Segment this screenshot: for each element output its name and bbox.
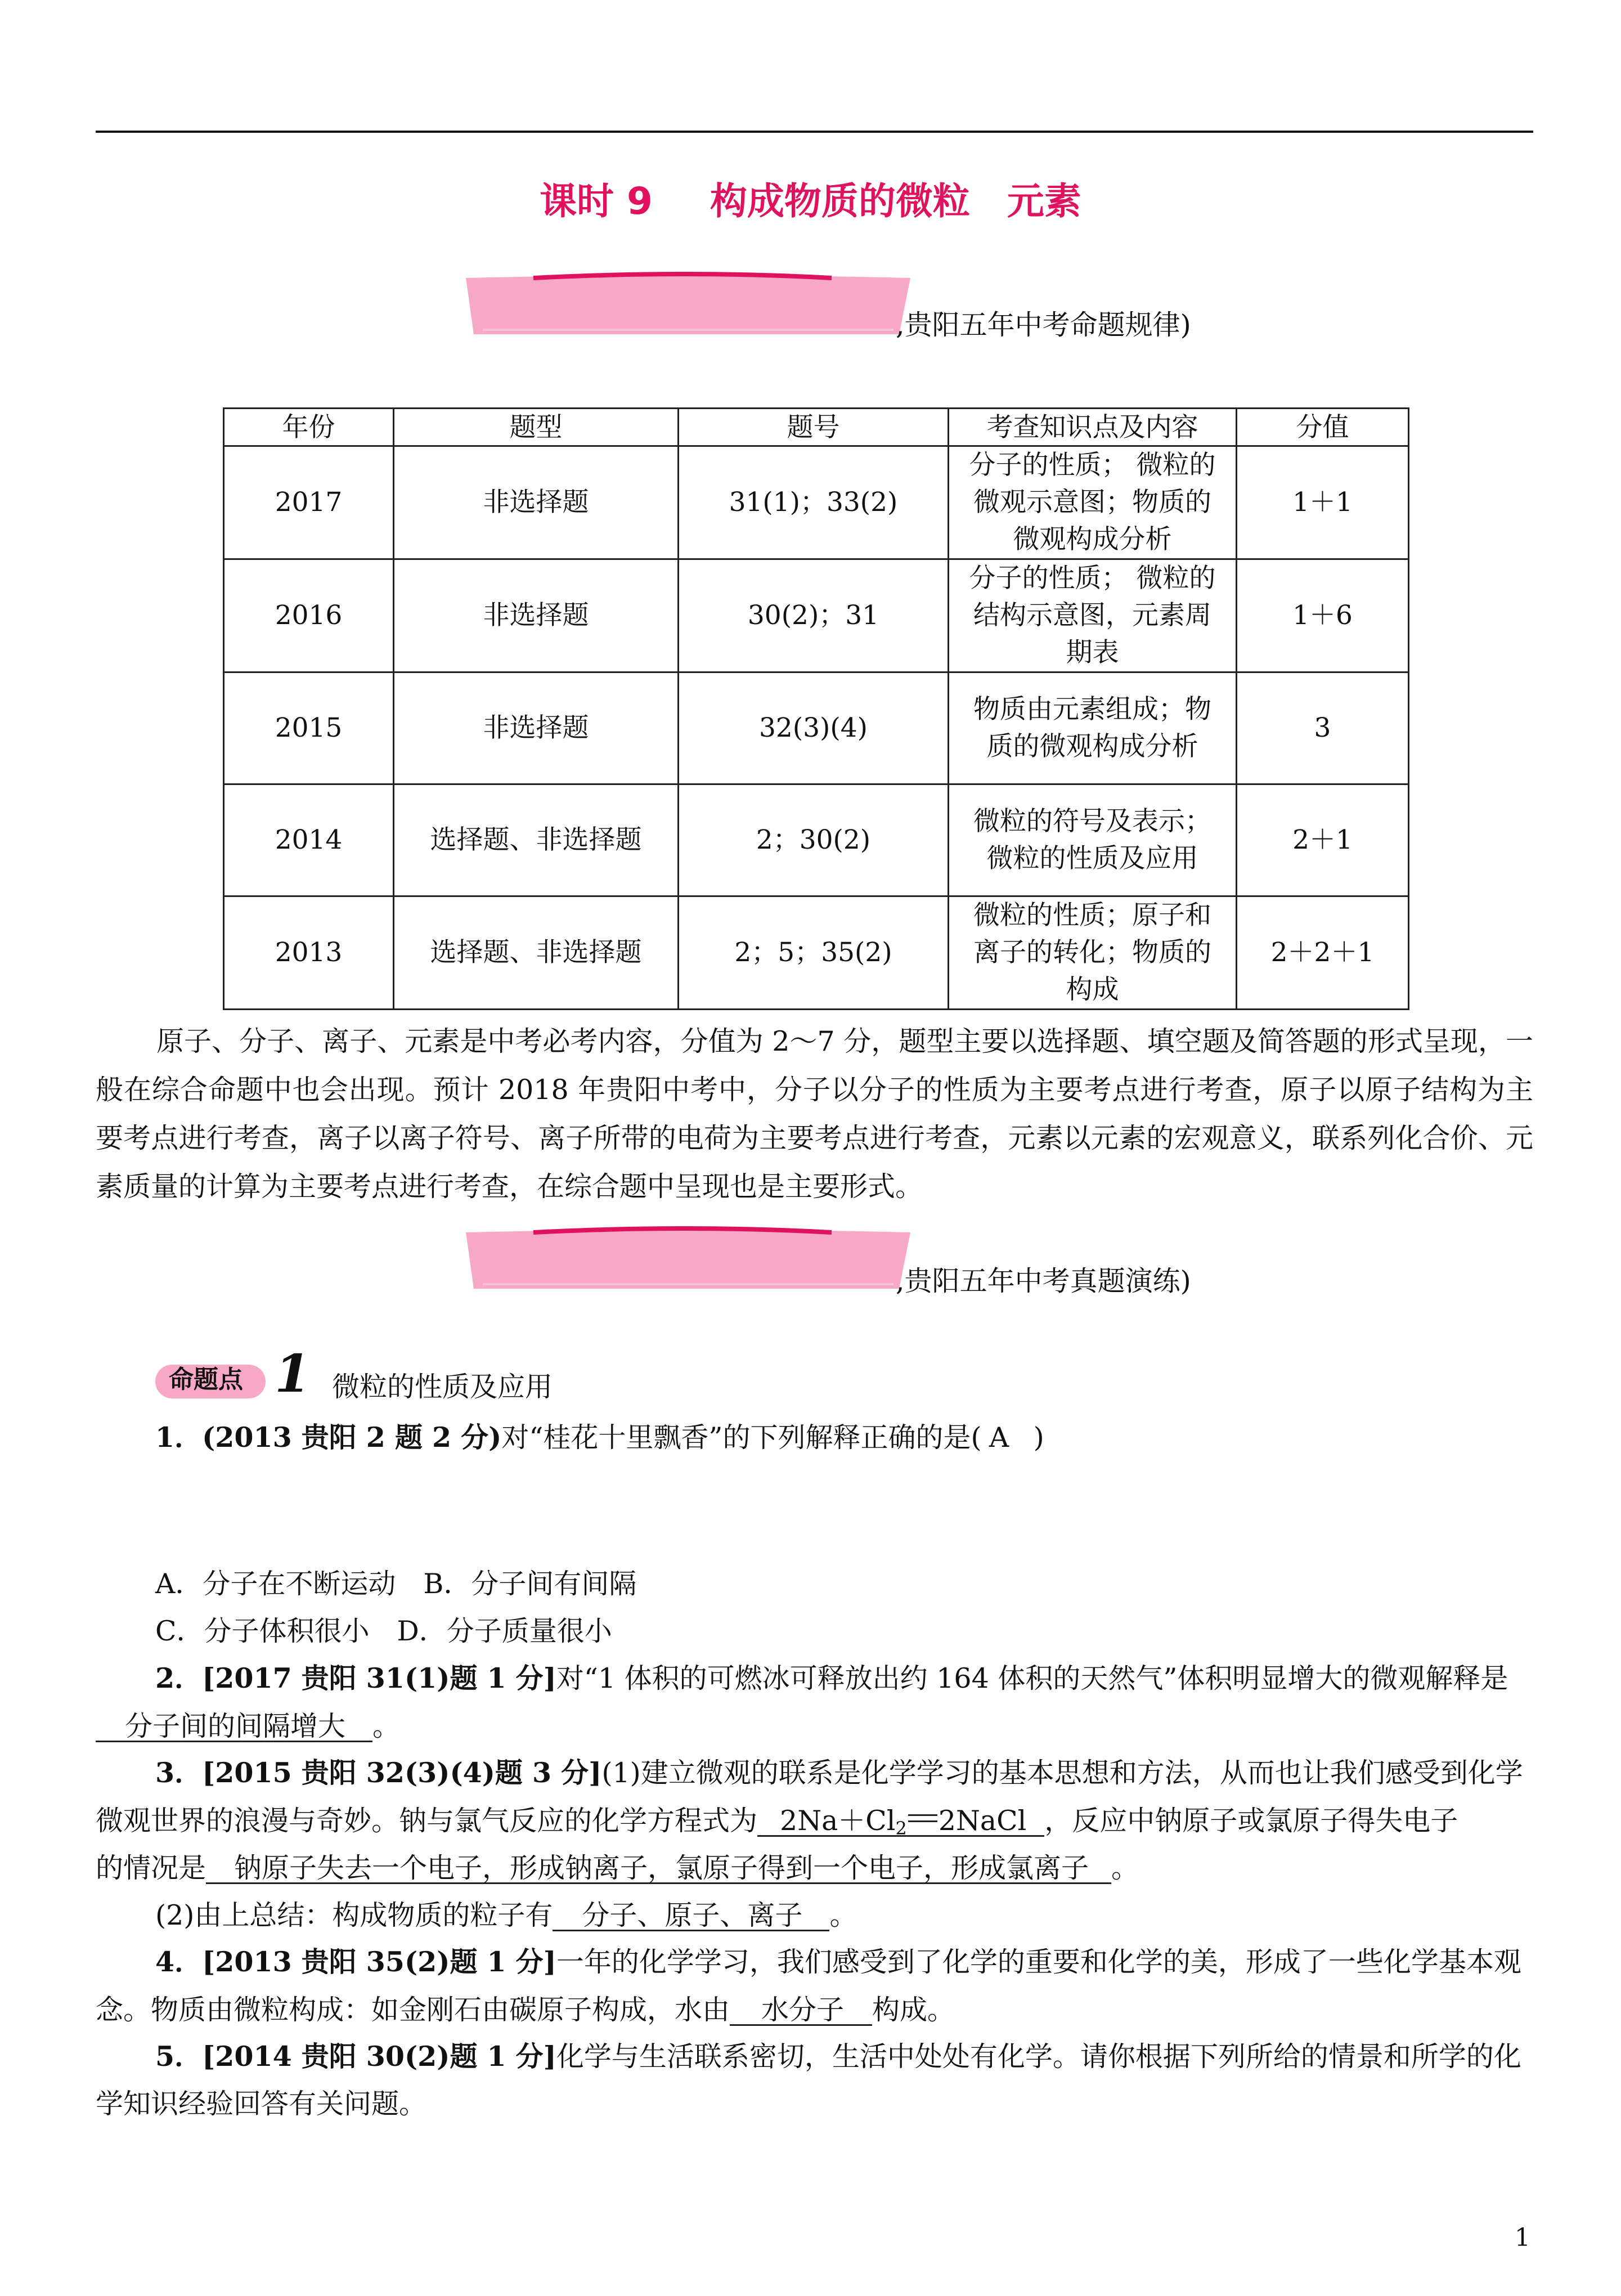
- cell-type: 选择题、非选择题: [394, 784, 679, 896]
- section-badge-label: 命题点: [169, 1365, 243, 1394]
- q3-eq-sub: 2: [895, 1818, 907, 1839]
- q1-close: ): [1033, 1421, 1044, 1454]
- cell-score: 1＋6: [1237, 559, 1409, 672]
- top-rule: [96, 131, 1533, 133]
- q2-source: [2017 贵阳 31(1)题 1 分]: [202, 1662, 556, 1694]
- q1-options-cd: C．分子体积很小 D．分子质量很小: [155, 1615, 612, 1647]
- header-content: 考查知识点及内容: [949, 409, 1237, 446]
- q2-answer: 分子间的间隔增大: [96, 1712, 372, 1742]
- q5-source: [2014 贵阳 30(2)题 1 分]: [202, 2040, 556, 2073]
- table-header-row: [224, 409, 1409, 446]
- q4-prefix: 4．: [155, 1945, 203, 1978]
- cell-year: 2015: [224, 672, 394, 784]
- q3-answer3: 分子、原子、离子: [553, 1901, 829, 1931]
- cell-number: 30(2)；31: [679, 559, 949, 672]
- question-5-stem: [155, 2040, 1521, 2073]
- question-4-stem: [155, 1945, 1521, 1978]
- section-number: 1: [275, 1343, 311, 1404]
- table-row: [224, 896, 1409, 1010]
- lesson-title: 构成物质的微粒 元素: [710, 180, 1081, 223]
- q3-text3: ，反应中钠原子或氯原子得失电子: [1044, 1805, 1458, 1837]
- q3-text4: 的情况是: [96, 1852, 206, 1884]
- q3-text2: 微观世界的浪漫与奇妙。钠与氯气反应的化学方程式为: [96, 1805, 758, 1837]
- cell-type: 选择题、非选择题: [394, 896, 679, 1010]
- exam-pattern-table: [223, 407, 1409, 1010]
- q3-line2: [96, 1806, 1458, 1837]
- q3-answer2: 钠原子失去一个电子，形成钠离子，氯原子得到一个电子，形成氯离子: [206, 1854, 1111, 1884]
- ribbon-label-1: ,贵阳五年中考命题规律): [896, 309, 1191, 341]
- cell-score: 3: [1237, 672, 1409, 784]
- q4-text1: 一年的化学学习，我们感受到了化学的重要和化学的美，形成了一些化学基本观: [556, 1946, 1521, 1978]
- header-type: 题型: [394, 409, 679, 446]
- q4-text3: 构成。: [872, 1994, 955, 2026]
- page-title: [0, 180, 1621, 223]
- q2-end: 。: [372, 1710, 401, 1742]
- q3-end: 。: [1111, 1852, 1139, 1884]
- q3-eq-right: 2NaCl: [938, 1805, 1027, 1837]
- cell-type: 非选择题: [394, 559, 679, 672]
- q2-prefix: 2．: [155, 1662, 203, 1694]
- q3-text1: (1)建立微观的联系是化学学习的基本思想和方法，从而也让我们感受到化学: [601, 1757, 1523, 1789]
- section-title: 微粒的性质及应用: [332, 1371, 553, 1403]
- question-2-stem: [155, 1662, 1508, 1694]
- cell-year: 2013: [224, 896, 394, 1010]
- q4-answer: 水分子: [730, 1995, 872, 2026]
- cell-number: 2；5；35(2): [679, 896, 949, 1010]
- q3-part2: [155, 1901, 857, 1931]
- cell-number: 32(3)(4): [679, 672, 949, 784]
- q5-prefix: 5．: [155, 2040, 203, 2073]
- cell-number: 2；30(2): [679, 784, 949, 896]
- page-number: 1: [1515, 2223, 1530, 2252]
- q3-equation: [757, 1806, 1044, 1837]
- q3-source: [2015 贵阳 32(3)(4)题 3 分]: [202, 1756, 602, 1789]
- q1-answer: A: [989, 1421, 1009, 1454]
- ribbon-banner-2: [466, 1226, 910, 1289]
- table-row: [224, 784, 1409, 896]
- table-row: [224, 672, 1409, 784]
- q4-source: [2013 贵阳 35(2)题 1 分]: [202, 1945, 556, 1978]
- question-1-stem: [155, 1421, 1044, 1454]
- q1-options-ab: A．分子在不断运动 B．分子间有间隔: [155, 1568, 637, 1600]
- q3-line3: [96, 1854, 1139, 1884]
- question-3-stem: [155, 1756, 1523, 1789]
- cell-type: 非选择题: [394, 672, 679, 784]
- cell-score: 1＋1: [1237, 446, 1409, 559]
- q1-text: 对“桂花十里飘香”的下列解释正确的是(: [501, 1421, 982, 1454]
- cell-content: 分子的性质； 微粒的结构示意图，元素周期表: [949, 559, 1237, 672]
- q3-end2: 。: [829, 1899, 857, 1931]
- cell-content: 物质由元素组成；物质的微观构成分析: [949, 672, 1237, 784]
- cell-number: 31(1)；33(2): [679, 446, 949, 559]
- cell-score: 2＋2＋1: [1237, 896, 1409, 1010]
- ribbon-label-2: ,贵阳五年中考真题演练): [896, 1265, 1191, 1297]
- q1-prefix: 1．: [155, 1421, 203, 1454]
- q2-text: 对“1 体积的可燃冰可释放出约 164 体积的天然气”体积明显增大的微观解释是: [556, 1662, 1508, 1694]
- cell-year: 2014: [224, 784, 394, 896]
- equals-sign-icon: [908, 1814, 937, 1822]
- cell-year: 2016: [224, 559, 394, 672]
- q3-eq-left: 2Na＋Cl: [780, 1805, 896, 1837]
- q3-part2-text: (2)由上总结：构成物质的粒子有: [155, 1899, 553, 1931]
- header-number: 题号: [679, 409, 949, 446]
- cell-content: 微粒的符号及表示；微粒的性质及应用: [949, 784, 1237, 896]
- cell-score: 2＋1: [1237, 784, 1409, 896]
- cell-content: 分子的性质； 微粒的微观示意图；物质的微观构成分析: [949, 446, 1237, 559]
- header-year: 年份: [224, 409, 394, 446]
- cell-content: 微粒的性质；原子和离子的转化；物质的构成: [949, 896, 1237, 1010]
- lesson-number: 课时 9: [540, 180, 653, 223]
- q5-text1: 化学与生活联系密切，生活中处处有化学。请你根据下列所给的情景和所学的化: [556, 2041, 1521, 2073]
- cell-type: 非选择题: [394, 446, 679, 559]
- header-score: 分值: [1237, 409, 1409, 446]
- table-row: [224, 446, 1409, 559]
- q5-line2: 学知识经验回答有关问题。: [96, 2088, 427, 2120]
- q3-prefix: 3．: [155, 1756, 203, 1789]
- summary-paragraph: 原子、分子、离子、元素是中考必考内容，分值为 2～7 分，题型主要以选择题、填空题及简答题的形式呈现，一般在综合命题中也会出现。预计 2018 年贵阳中考中，分子以分子的性质为主要考点进行考查，原子以原子结构为主要考点进行考查，离子以离子符号、离子所带的电荷为主要考点进行考查，元素以元素的宏观意义，联系列化合价、元素质量的计算为主要考点进行考查，在综合题中呈现也是主要形式。: [96, 1025, 1533, 1203]
- table-row: [224, 559, 1409, 672]
- q1-source: (2013 贵阳 2 题 2 分): [202, 1421, 502, 1454]
- q2-answer-line: [96, 1712, 400, 1742]
- q4-line2: [96, 1995, 955, 2026]
- ribbon-banner-1: [466, 271, 910, 334]
- cell-year: 2017: [224, 446, 394, 559]
- q4-text2: 念。物质由微粒构成：如金刚石由碳原子构成，水由: [96, 1994, 730, 2026]
